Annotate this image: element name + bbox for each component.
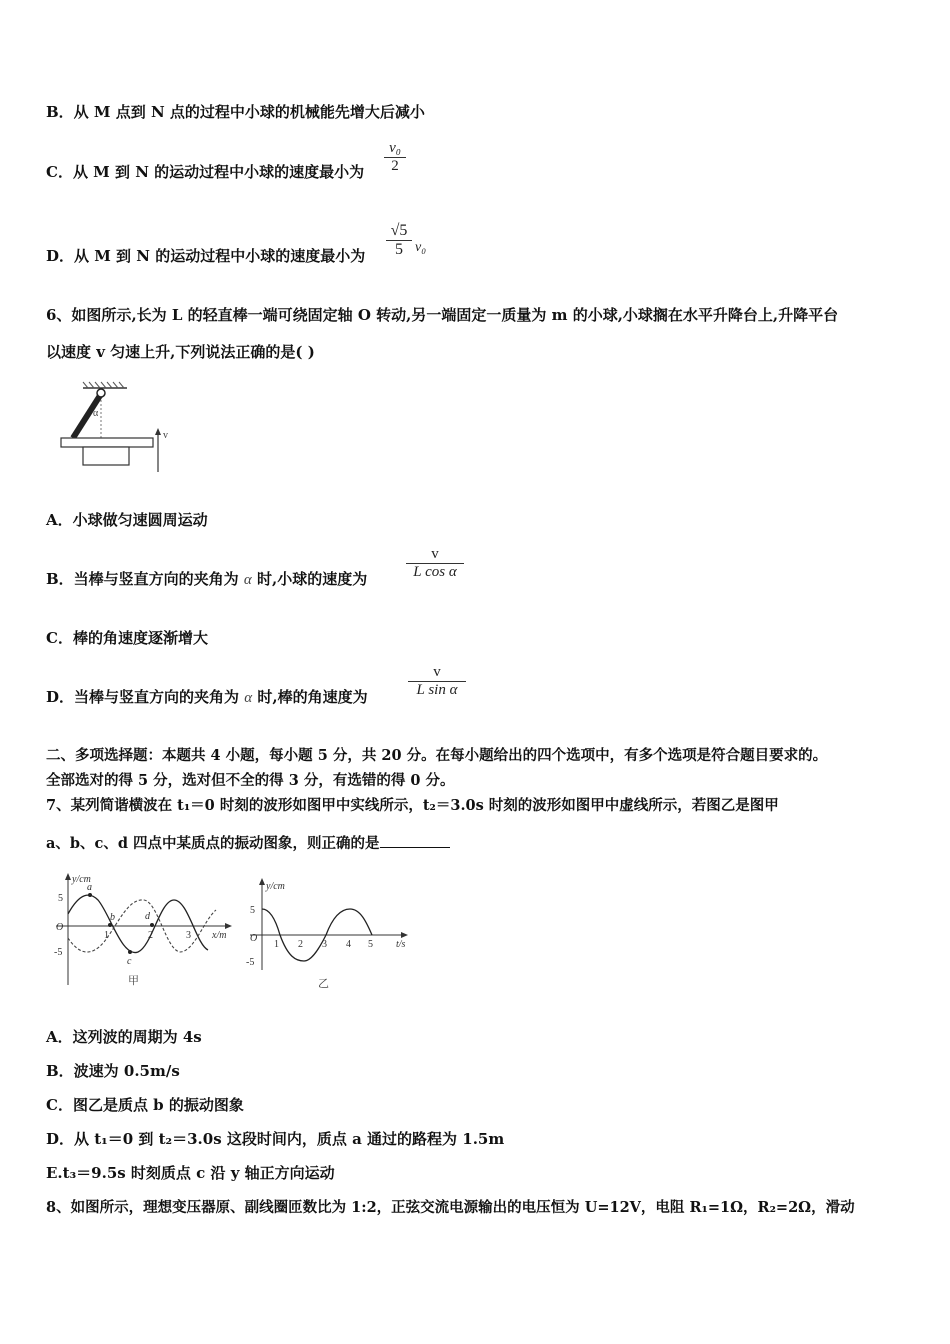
- y-tick-neg5: -5: [246, 957, 255, 968]
- platform-base: [83, 447, 129, 465]
- fraction-denominator: L sin α: [416, 682, 458, 698]
- x-tick-2: 2: [298, 939, 303, 950]
- x-tick-2: 2: [148, 930, 153, 941]
- fraction-numerator: v: [431, 546, 439, 562]
- q7-option-b: B．波速为 0.5m/s: [46, 1062, 180, 1080]
- q5-option-c-fraction: [384, 140, 406, 175]
- fraction-denominator: 2: [391, 158, 399, 174]
- fraction-denominator: L cos α: [413, 564, 457, 580]
- x-tick-1: 1: [274, 939, 279, 950]
- y-axis-label: y/cm: [266, 881, 285, 892]
- fraction-denominator: 5: [395, 241, 403, 258]
- q7-stem-line1: 7、某列简谐横波在 t₁＝0 时刻的波形如图甲中实线所示，t₂＝3.0s 时刻的波形如图甲中虚线所示，若图乙是图甲: [46, 797, 779, 814]
- x-axis-arrowhead: [401, 932, 408, 938]
- answer-blank: [380, 833, 450, 848]
- q6-option-b-text: B．当棒与竖直方向的夹角为: [46, 570, 239, 588]
- point-b-label: b: [110, 912, 115, 923]
- q7-stem-line2: [46, 833, 450, 854]
- q7-option-e: E.t₃＝9.5s 时刻质点 c 沿 y 轴正方向运动: [46, 1164, 335, 1182]
- solid-waveform: [68, 895, 208, 952]
- q7-figure-jia: [48, 870, 238, 995]
- fraction-numerator: v₀: [389, 140, 401, 156]
- lift-platform: [61, 438, 153, 447]
- origin-label: O: [250, 933, 258, 944]
- y-tick-5: 5: [58, 893, 63, 904]
- point-b: [108, 923, 112, 927]
- section2-header-line2: 全部选对的得 5 分，选对但不全的得 3 分，有选错的得 0 分。: [46, 772, 455, 789]
- x-tick-3: 3: [322, 939, 327, 950]
- x-axis-label: x/m: [212, 930, 227, 941]
- q6-option-c: C．棒的角速度逐渐增大: [46, 629, 208, 647]
- q6-option-d-fraction: [408, 664, 466, 699]
- figure-caption-jia: 甲: [128, 975, 139, 987]
- q7-option-a: A．这列波的周期为 4s: [46, 1028, 202, 1046]
- y-tick-5: 5: [250, 905, 255, 916]
- section2-header-line1: 二、多项选择题：本题共 4 小题，每小题 5 分，共 20 分。在每小题给出的四个选项中，有多个选项是符合题目要求的。: [46, 747, 828, 764]
- q6-figure: [55, 378, 185, 478]
- q6-option-d: [46, 687, 368, 708]
- y-axis-arrowhead: [65, 873, 71, 880]
- q6-option-b-fraction: [406, 546, 464, 581]
- q6-option-a: A．小球做匀速圆周运动: [46, 511, 208, 529]
- point-c: [128, 950, 132, 954]
- velocity-arrowhead: [155, 428, 161, 435]
- point-d: [150, 923, 154, 927]
- point-d-label: d: [145, 911, 150, 922]
- point-c-label: c: [127, 956, 132, 967]
- q7-figure-yi: [240, 875, 420, 995]
- q7-option-d: D．从 t₁＝0 到 t₂＝3.0s 这段时间内，质点 a 通过的路程为 1.5m: [46, 1130, 505, 1148]
- x-tick-4: 4: [346, 939, 351, 950]
- q5-option-c: C．从 M 到 N 的运动过程中小球的速度最小为: [46, 163, 365, 181]
- x-tick-1: 1: [104, 930, 109, 941]
- figure-caption-yi: 乙: [318, 978, 329, 990]
- ceiling-hatch: [83, 382, 124, 388]
- x-axis-label: t/s: [396, 939, 406, 950]
- q6-option-d-tail: 时,棒的角速度为: [257, 688, 368, 706]
- q6-option-d-text: D．当棒与竖直方向的夹角为: [46, 688, 240, 706]
- q6-stem-line2: 以速度 v 匀速上升,下列说法正确的是( ): [46, 343, 315, 361]
- q5-option-d-fraction: [386, 222, 412, 259]
- fraction-numerator: √5: [390, 222, 408, 239]
- point-a-label: a: [87, 882, 92, 893]
- fraction-numerator: v: [433, 664, 441, 680]
- y-axis-label: y/cm: [72, 874, 91, 885]
- alpha-symbol: α: [243, 572, 252, 588]
- angle-label: α: [93, 408, 99, 419]
- point-a: [88, 893, 92, 897]
- q7-stem-line2-text: a、b、c、d 四点中某质点的振动图象，则正确的是: [46, 835, 380, 852]
- q5-option-d: D．从 M 到 N 的运动过程中小球的速度最小为: [46, 247, 366, 265]
- x-tick-5: 5: [368, 939, 373, 950]
- q5-option-d-suffix: v₀: [415, 240, 427, 255]
- x-tick-3: 3: [186, 930, 191, 941]
- q6-option-b-tail: 时,小球的速度为: [257, 570, 368, 588]
- q8-stem-line1: 8、如图所示，理想变压器原、副线圈匝数比为 1:2，正弦交流电源输出的电压恒为 U=12V，电阻 R₁=1Ω，R₂=2Ω，滑动: [46, 1199, 855, 1216]
- alpha-symbol: α: [244, 690, 253, 706]
- origin-label: O: [56, 922, 64, 933]
- y-tick-neg5: -5: [54, 947, 63, 958]
- q5-option-b: B．从 M 点到 N 点的过程中小球的机械能先增大后减小: [46, 103, 425, 121]
- x-axis-arrowhead: [225, 923, 232, 929]
- y-axis-arrowhead: [259, 878, 265, 885]
- q6-stem-line1: 6、如图所示,长为 L 的轻直棒一端可绕固定轴 O 转动,另一端固定一质量为 m 的小球,小球搁在水平升降台上,升降平台: [46, 306, 839, 324]
- q7-option-c: C．图乙是质点 b 的振动图象: [46, 1096, 244, 1114]
- q6-option-b: [46, 569, 367, 590]
- pivot-point: [97, 389, 105, 397]
- velocity-label: v: [163, 430, 168, 441]
